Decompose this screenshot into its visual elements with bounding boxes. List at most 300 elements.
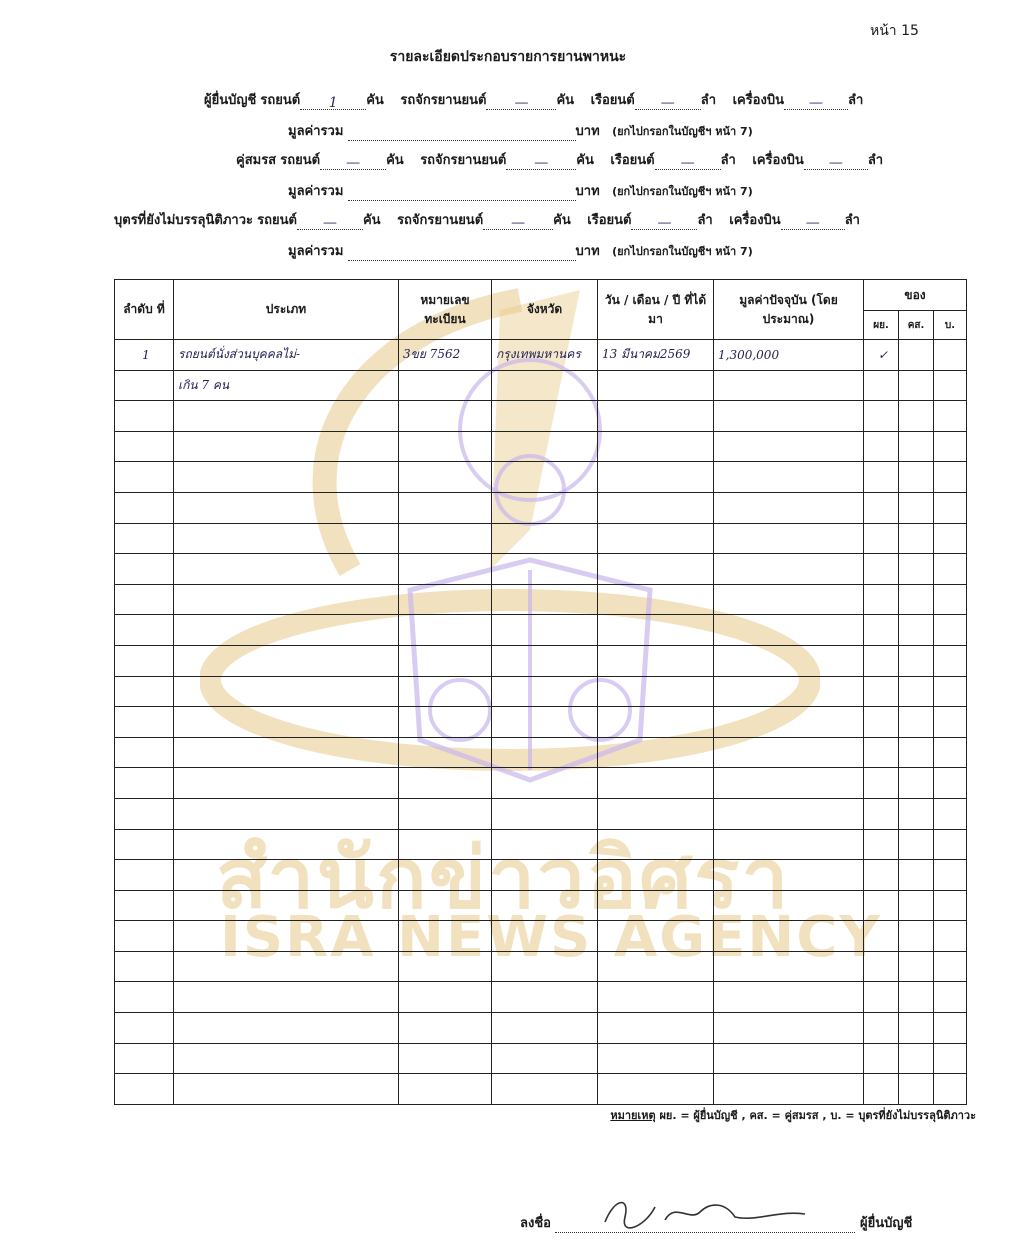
cell-type bbox=[174, 462, 399, 493]
cell-province bbox=[492, 584, 598, 615]
cell-reg: 3ขย 7562 bbox=[399, 340, 492, 371]
boat-unit: ลำ bbox=[720, 153, 736, 168]
cell-type bbox=[174, 523, 399, 554]
aircraft-count: — bbox=[781, 215, 845, 230]
cell-date bbox=[598, 645, 714, 676]
car-label: รถยนต์ bbox=[260, 93, 301, 108]
cell-self bbox=[864, 1043, 899, 1074]
cell-spouse bbox=[899, 768, 934, 799]
baht-label: บาท bbox=[575, 124, 600, 139]
cell-reg bbox=[399, 370, 492, 401]
motorcycle-unit: คัน bbox=[576, 153, 594, 168]
cell-spouse bbox=[899, 370, 934, 401]
car-count: 1 bbox=[300, 95, 366, 110]
cell-date bbox=[598, 431, 714, 462]
cell-spouse bbox=[899, 584, 934, 615]
header-owner-self: ผย. bbox=[864, 311, 899, 340]
cell-type bbox=[174, 951, 399, 982]
cell-reg bbox=[399, 982, 492, 1013]
cell-province bbox=[492, 982, 598, 1013]
cell-spouse bbox=[899, 737, 934, 768]
cell-province bbox=[492, 615, 598, 646]
total-value-label: มูลค่ารวม bbox=[288, 184, 344, 199]
cell-self bbox=[864, 951, 899, 982]
cell-self bbox=[864, 492, 899, 523]
owner-line bbox=[236, 149, 883, 170]
carry-note: (ยกไปกรอกในบัญชีฯ หน้า 7) bbox=[612, 245, 753, 258]
cell-self bbox=[864, 982, 899, 1013]
cell-province bbox=[492, 645, 598, 676]
carry-note: (ยกไปกรอกในบัญชีฯ หน้า 7) bbox=[612, 125, 753, 138]
table-row bbox=[115, 370, 967, 401]
cell-reg bbox=[399, 615, 492, 646]
cell-child bbox=[934, 707, 967, 738]
cell-value bbox=[714, 707, 864, 738]
cell-child bbox=[934, 921, 967, 952]
cell-spouse bbox=[899, 676, 934, 707]
cell-self bbox=[864, 707, 899, 738]
aircraft-count: — bbox=[804, 155, 868, 170]
cell-province bbox=[492, 1043, 598, 1074]
cell-date bbox=[598, 707, 714, 738]
header-owner-child: บ. bbox=[934, 311, 967, 340]
cell-value bbox=[714, 554, 864, 585]
cell-no bbox=[115, 829, 174, 860]
cell-value bbox=[714, 462, 864, 493]
owner-label: ผู้ยื่นบัญชี bbox=[204, 93, 257, 108]
vehicle-table bbox=[114, 279, 967, 1105]
cell-child bbox=[934, 554, 967, 585]
total-value-field bbox=[348, 186, 576, 201]
cell-reg bbox=[399, 676, 492, 707]
cell-no bbox=[115, 951, 174, 982]
cell-spouse bbox=[899, 951, 934, 982]
cell-child bbox=[934, 860, 967, 891]
cell-self bbox=[864, 737, 899, 768]
cell-child bbox=[934, 798, 967, 829]
cell-reg bbox=[399, 431, 492, 462]
cell-value bbox=[714, 615, 864, 646]
cell-type bbox=[174, 737, 399, 768]
remark-text: ผย. = ผู้ยื่นบัญชี , คส. = คู่สมรส , บ. = บุตรที่ยังไม่บรรลุนิติภาวะ bbox=[659, 1109, 976, 1122]
cell-reg bbox=[399, 951, 492, 982]
cell-self bbox=[864, 798, 899, 829]
table-row bbox=[115, 584, 967, 615]
cell-reg bbox=[399, 768, 492, 799]
cell-type bbox=[174, 982, 399, 1013]
cell-child bbox=[934, 462, 967, 493]
cell-no bbox=[115, 921, 174, 952]
table-row bbox=[115, 615, 967, 646]
baht-label: บาท bbox=[575, 244, 600, 259]
car-unit: คัน bbox=[362, 213, 381, 228]
cell-reg bbox=[399, 401, 492, 432]
total-value-line bbox=[288, 240, 753, 261]
table-row bbox=[115, 401, 967, 432]
cell-reg bbox=[399, 921, 492, 952]
header-owner-spouse: คส. bbox=[899, 311, 934, 340]
cell-spouse bbox=[899, 462, 934, 493]
cell-date bbox=[598, 370, 714, 401]
cell-self bbox=[864, 431, 899, 462]
owner-label: บุตรที่ยังไม่บรรลุนิติภาวะ bbox=[114, 213, 253, 228]
cell-no bbox=[115, 768, 174, 799]
page-title: รายละเอียดประกอบรายการยานพาหนะ bbox=[389, 49, 627, 65]
cell-type: รถยนต์นั่งส่วนบุคคลไม่- bbox=[174, 340, 399, 371]
cell-spouse bbox=[899, 860, 934, 891]
cell-child bbox=[934, 1013, 967, 1044]
boat-count: — bbox=[631, 215, 697, 230]
cell-province bbox=[492, 492, 598, 523]
cell-date bbox=[598, 737, 714, 768]
table-row bbox=[115, 676, 967, 707]
header-owner: ของ bbox=[864, 280, 967, 311]
total-value-label: มูลค่ารวม bbox=[288, 244, 344, 259]
cell-spouse bbox=[899, 340, 934, 371]
cell-value bbox=[714, 645, 864, 676]
cell-province bbox=[492, 554, 598, 585]
cell-value bbox=[714, 951, 864, 982]
cell-province bbox=[492, 676, 598, 707]
cell-reg bbox=[399, 523, 492, 554]
signer-role: ผู้ยื่นบัญชี bbox=[860, 1216, 913, 1231]
table-row bbox=[115, 737, 967, 768]
table-row bbox=[115, 890, 967, 921]
car-unit: คัน bbox=[386, 153, 404, 168]
cell-self bbox=[864, 768, 899, 799]
cell-type bbox=[174, 615, 399, 646]
boat-label: เรือยนต์ bbox=[590, 93, 635, 108]
cell-no bbox=[115, 707, 174, 738]
cell-child bbox=[934, 951, 967, 982]
cell-no bbox=[115, 370, 174, 401]
cell-date bbox=[598, 829, 714, 860]
boat-count: — bbox=[655, 155, 721, 170]
cell-self bbox=[864, 523, 899, 554]
cell-self bbox=[864, 1074, 899, 1105]
cell-value bbox=[714, 982, 864, 1013]
table-row bbox=[115, 1013, 967, 1044]
table-row bbox=[115, 431, 967, 462]
cell-date bbox=[598, 492, 714, 523]
cell-no bbox=[115, 1074, 174, 1105]
cell-child bbox=[934, 401, 967, 432]
table-row bbox=[115, 462, 967, 493]
cell-type: เกิน 7 คน bbox=[174, 370, 399, 401]
cell-self bbox=[864, 1013, 899, 1044]
cell-child bbox=[934, 982, 967, 1013]
cell-value bbox=[714, 676, 864, 707]
cell-child bbox=[934, 584, 967, 615]
cell-date bbox=[598, 615, 714, 646]
boat-unit: ลำ bbox=[697, 213, 713, 228]
cell-date bbox=[598, 1013, 714, 1044]
car-unit: คัน bbox=[366, 93, 384, 108]
cell-reg bbox=[399, 584, 492, 615]
aircraft-label: เครื่องบิน bbox=[752, 153, 804, 168]
cell-date bbox=[598, 951, 714, 982]
cell-value bbox=[714, 1043, 864, 1074]
cell-spouse bbox=[899, 829, 934, 860]
header-no: ลำดับ ที่ bbox=[115, 280, 174, 340]
table-row bbox=[115, 798, 967, 829]
cell-date bbox=[598, 1043, 714, 1074]
motorcycle-unit: คัน bbox=[553, 213, 571, 228]
total-value-line bbox=[288, 120, 753, 141]
cell-child bbox=[934, 768, 967, 799]
cell-spouse bbox=[899, 645, 934, 676]
cell-child bbox=[934, 1074, 967, 1105]
cell-self bbox=[864, 645, 899, 676]
cell-province bbox=[492, 798, 598, 829]
total-value-label: มูลค่ารวม bbox=[288, 124, 344, 139]
car-count: — bbox=[297, 215, 363, 230]
cell-child bbox=[934, 370, 967, 401]
cell-spouse bbox=[899, 523, 934, 554]
cell-self bbox=[864, 676, 899, 707]
cell-child bbox=[934, 615, 967, 646]
cell-no bbox=[115, 615, 174, 646]
cell-date bbox=[598, 462, 714, 493]
cell-type bbox=[174, 554, 399, 585]
motorcycle-label: รถจักรยานยนต์ bbox=[420, 153, 507, 168]
cell-reg bbox=[399, 829, 492, 860]
cell-no bbox=[115, 798, 174, 829]
cell-reg bbox=[399, 798, 492, 829]
table-row bbox=[115, 340, 967, 371]
cell-date bbox=[598, 523, 714, 554]
cell-type bbox=[174, 676, 399, 707]
cell-reg bbox=[399, 554, 492, 585]
cell-value bbox=[714, 1074, 864, 1105]
cell-type bbox=[174, 584, 399, 615]
cell-date bbox=[598, 584, 714, 615]
cell-spouse bbox=[899, 1013, 934, 1044]
cell-spouse bbox=[899, 982, 934, 1013]
cell-value bbox=[714, 401, 864, 432]
cell-spouse bbox=[899, 707, 934, 738]
aircraft-unit: ลำ bbox=[867, 153, 884, 168]
cell-type bbox=[174, 1043, 399, 1074]
total-value-field bbox=[348, 246, 576, 261]
cell-no bbox=[115, 1013, 174, 1044]
aircraft-unit: ลำ bbox=[844, 213, 860, 228]
sign-label: ลงชื่อ bbox=[520, 1216, 551, 1231]
cell-value bbox=[714, 768, 864, 799]
motorcycle-label: รถจักรยานยนต์ bbox=[400, 93, 487, 108]
car-count: — bbox=[320, 155, 386, 170]
cell-type bbox=[174, 431, 399, 462]
cell-province bbox=[492, 1074, 598, 1105]
cell-spouse bbox=[899, 492, 934, 523]
cell-reg bbox=[399, 707, 492, 738]
owner-label: คู่สมรส bbox=[236, 153, 277, 168]
header-date: วัน / เดือน / ปี ที่ได้มา bbox=[598, 280, 714, 340]
cell-reg bbox=[399, 492, 492, 523]
cell-reg bbox=[399, 1074, 492, 1105]
cell-province: กรุงเทพมหานคร bbox=[492, 340, 598, 371]
car-label: รถยนต์ bbox=[257, 213, 297, 228]
cell-type bbox=[174, 492, 399, 523]
header-type: ประเภท bbox=[174, 280, 399, 340]
cell-no bbox=[115, 584, 174, 615]
cell-province bbox=[492, 829, 598, 860]
cell-spouse bbox=[899, 1074, 934, 1105]
table-row bbox=[115, 921, 967, 952]
cell-reg bbox=[399, 890, 492, 921]
table-row bbox=[115, 1074, 967, 1105]
table-row bbox=[115, 829, 967, 860]
cell-no bbox=[115, 523, 174, 554]
cell-date bbox=[598, 676, 714, 707]
cell-value bbox=[714, 737, 864, 768]
cell-province bbox=[492, 401, 598, 432]
cell-province bbox=[492, 860, 598, 891]
cell-self bbox=[864, 890, 899, 921]
cell-self bbox=[864, 462, 899, 493]
cell-spouse bbox=[899, 798, 934, 829]
signature-line bbox=[555, 1218, 855, 1233]
cell-child bbox=[934, 737, 967, 768]
watermark-english-text: ISRA NEWS AGENCY bbox=[220, 905, 882, 970]
cell-spouse bbox=[899, 554, 934, 585]
cell-self: ✓ bbox=[864, 340, 899, 371]
cell-date bbox=[598, 1074, 714, 1105]
cell-spouse bbox=[899, 890, 934, 921]
cell-value bbox=[714, 798, 864, 829]
boat-label: เรือยนต์ bbox=[587, 213, 632, 228]
signature-block bbox=[520, 1212, 912, 1233]
owner-line bbox=[204, 89, 863, 110]
cell-type bbox=[174, 860, 399, 891]
cell-self bbox=[864, 401, 899, 432]
cell-spouse bbox=[899, 1043, 934, 1074]
cell-child bbox=[934, 492, 967, 523]
motorcycle-count: — bbox=[506, 155, 576, 170]
cell-reg bbox=[399, 1043, 492, 1074]
remark bbox=[610, 1106, 976, 1124]
cell-date bbox=[598, 798, 714, 829]
boat-unit: ลำ bbox=[700, 93, 717, 108]
page-number: หน้า 15 bbox=[870, 23, 919, 39]
boat-label: เรือยนต์ bbox=[610, 153, 655, 168]
cell-child bbox=[934, 676, 967, 707]
cell-province bbox=[492, 462, 598, 493]
table-row bbox=[115, 523, 967, 554]
cell-spouse bbox=[899, 921, 934, 952]
baht-label: บาท bbox=[575, 184, 600, 199]
cell-no bbox=[115, 1043, 174, 1074]
cell-self bbox=[864, 584, 899, 615]
cell-value bbox=[714, 584, 864, 615]
cell-child bbox=[934, 890, 967, 921]
cell-child bbox=[934, 1043, 967, 1074]
cell-type bbox=[174, 1013, 399, 1044]
cell-self bbox=[864, 554, 899, 585]
aircraft-unit: ลำ bbox=[847, 93, 864, 108]
cell-type bbox=[174, 798, 399, 829]
header-value: มูลค่าปัจจุบัน (โดยประมาณ) bbox=[714, 280, 864, 340]
cell-province bbox=[492, 370, 598, 401]
table-row bbox=[115, 707, 967, 738]
cell-reg bbox=[399, 462, 492, 493]
carry-note: (ยกไปกรอกในบัญชีฯ หน้า 7) bbox=[612, 185, 753, 198]
table-row bbox=[115, 554, 967, 585]
cell-province bbox=[492, 768, 598, 799]
cell-no bbox=[115, 676, 174, 707]
signature-scribble bbox=[595, 1192, 815, 1232]
cell-child bbox=[934, 431, 967, 462]
cell-value bbox=[714, 523, 864, 554]
total-value-field bbox=[348, 126, 576, 141]
cell-province bbox=[492, 737, 598, 768]
cell-spouse bbox=[899, 431, 934, 462]
cell-value bbox=[714, 921, 864, 952]
header-registration: หมายเลข ทะเบียน bbox=[399, 280, 492, 340]
cell-self bbox=[864, 615, 899, 646]
table-row bbox=[115, 492, 967, 523]
cell-type bbox=[174, 921, 399, 952]
cell-value bbox=[714, 890, 864, 921]
cell-child bbox=[934, 340, 967, 371]
cell-no bbox=[115, 401, 174, 432]
motorcycle-unit: คัน bbox=[556, 93, 575, 108]
cell-no bbox=[115, 890, 174, 921]
table-row bbox=[115, 768, 967, 799]
cell-type bbox=[174, 768, 399, 799]
motorcycle-count: — bbox=[483, 215, 553, 230]
cell-date bbox=[598, 860, 714, 891]
motorcycle-label: รถจักรยานยนต์ bbox=[397, 213, 484, 228]
cell-self bbox=[864, 921, 899, 952]
cell-value: 1,300,000 bbox=[714, 340, 864, 371]
cell-value bbox=[714, 370, 864, 401]
cell-type bbox=[174, 707, 399, 738]
motorcycle-count: — bbox=[486, 95, 556, 110]
cell-date bbox=[598, 401, 714, 432]
cell-no bbox=[115, 554, 174, 585]
cell-reg bbox=[399, 645, 492, 676]
cell-value bbox=[714, 860, 864, 891]
cell-no bbox=[115, 982, 174, 1013]
cell-province bbox=[492, 523, 598, 554]
boat-count: — bbox=[635, 95, 701, 110]
car-label: รถยนต์ bbox=[280, 153, 321, 168]
cell-reg bbox=[399, 737, 492, 768]
cell-value bbox=[714, 829, 864, 860]
owner-line bbox=[114, 209, 860, 230]
cell-province bbox=[492, 431, 598, 462]
cell-no bbox=[115, 492, 174, 523]
cell-type bbox=[174, 401, 399, 432]
remark-label: หมายเหตุ bbox=[610, 1109, 656, 1122]
cell-date bbox=[598, 554, 714, 585]
cell-province bbox=[492, 951, 598, 982]
cell-no bbox=[115, 462, 174, 493]
cell-self bbox=[864, 370, 899, 401]
cell-date bbox=[598, 890, 714, 921]
cell-province bbox=[492, 890, 598, 921]
table-row bbox=[115, 860, 967, 891]
cell-type bbox=[174, 829, 399, 860]
cell-value bbox=[714, 1013, 864, 1044]
cell-reg bbox=[399, 860, 492, 891]
cell-type bbox=[174, 1074, 399, 1105]
cell-self bbox=[864, 829, 899, 860]
cell-no bbox=[115, 431, 174, 462]
cell-spouse bbox=[899, 615, 934, 646]
cell-child bbox=[934, 829, 967, 860]
